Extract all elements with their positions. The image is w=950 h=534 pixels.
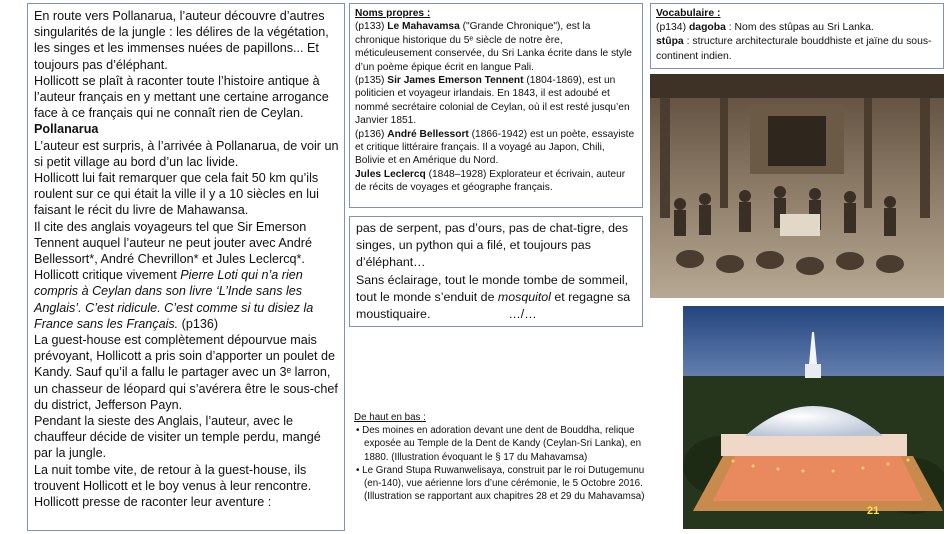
section-heading: Pollanarua (34, 122, 99, 137)
stupa-photo (683, 306, 944, 529)
proper-name-entry: (p133) Le Mahavamsa ("Grande Chronique"), est la chronique historique du 5ᵉ siècle de notre ère, méticuleusement conservée, du Sri Lanka écrite dans le style d’un poème épique écrit en langue Pali. (355, 21, 632, 73)
caption-title: De haut en bas : (354, 412, 426, 423)
image-caption (354, 411, 654, 503)
paragraph: Hollicott se plaît à raconter toute l’histoire antique à l’auteur français en y mettant une certaine arrogance face à ce français qui ne connaît rien de Ceylan. (34, 73, 329, 121)
proper-name-entry: Jules Leclercq (1848–1928) Explorateur et écrivain, auteur de récits de voyages et géographe français. (355, 168, 626, 194)
continuation-mark: …/… (508, 307, 537, 322)
paragraph: Pendant la sieste des Anglais, l’auteur, avec le chauffeur décide de visiter un temple perdu, mangé par la jungle. (34, 414, 321, 461)
vocabulary-entry: stûpa : structure architecturale bouddhiste et jaïne du sous-continent indien. (656, 36, 932, 62)
proper-names-title: Noms propres : (355, 8, 431, 19)
vocabulary-title: Vocabulaire : (656, 8, 721, 19)
paragraph: Hollicott presse de raconter leur aventure : (34, 495, 272, 510)
paragraph: La guest-house est complètement dépourvue mais prévoyant, Hollicott a pris soin d’apporter un poulet de Kandy. Sauf qu’il a fallu le partager avec un 3ᵉ larron, un chasseur de léopard qui s’avérera être le sous-chef du district, Jefferson Payn. (34, 333, 338, 412)
paragraph: Hollicott lui fait remarquer que cela fait 50 km qu’ils roulent sur ce qui était la ville il y a 10 siècles en lui faisant le récit du livre de Mahawansa. (34, 171, 319, 218)
narrative-text-box (27, 3, 345, 531)
excerpt-paragraph: Sans éclairage, tout le monde tombe de sommeil, tout le monde s’enduit de mosquitol et regagne sa moustiquaire. …/… (356, 272, 631, 322)
paragraph-quote: Hollicott critique vivement Pierre Loti qui n’a rien compris à Ceylan dans son livre ‘L’Inde sans les Anglais’. C’est ridicule. C’est comme si tu disiez la France sans les Français. (p136) (34, 268, 314, 331)
proper-name-entry: (p135) Sir James Emerson Tennent (1804-1869), est un politicien et voyageur irlandais. En 1843, il est adoubé et nommé secrétaire colonial de Ceylan, où il est resté jusqu’en Janvier 1851. (355, 75, 630, 127)
caption-item: • Le Grand Stupa Ruwanwelisaya, construit par le roi Dutugemunu (en-140), vue aérienne lors d’une cérémonie, le 5 Octobre 2016. (Illustration se rapportant aux chapitres 28 et 29 du Mahavamsa) (356, 464, 645, 503)
excerpt-paragraph: pas de serpent, pas d’ours, pas de chat-tigre, des singes, un python qui a filé, et toujours pas d’éléphant… (356, 221, 629, 270)
proper-name-entry: (p136) André Bellessort (1866-1942) est un poète, essayiste et critique littéraire français. Il a voyagé au Japon, Chili, Bolivie et en Amérique du Nord. (355, 128, 635, 167)
paragraph: L’auteur est surpris, à l’arrivée à Pollanarua, de voir un si petit village au bord d’un lac livide. (34, 138, 339, 169)
paragraph: Il cite des anglais voyageurs tel que Sir Emerson Tennent auquel l’auteur ne peut jouter avec André Bellessort*, André Chevrillon* et Jules Leclercq*. (34, 219, 312, 267)
caption-item: • Des moines en adoration devant une dent de Bouddha, relique exposée au Temple de la Dent de Kandy (Ceylan-Sri Lanka), en 1880. (Illustration évoquant le § 17 du Mahavamsa) (356, 425, 642, 463)
paragraph: La nuit tombe vite, de retour à la guest-house, ils trouvent Hollicott et le boy venus à leur rencontre. (34, 462, 312, 493)
slide-number: 21 (867, 505, 880, 517)
proper-names-box (349, 3, 643, 208)
excerpt-box (349, 216, 643, 327)
paragraph: En route vers Pollanarua, l’auteur découvre d’autres singularités de la jungle : les délires de la végétation, les singes et les immenses nuées de papillons... Et toujours pas d’éléphant. (34, 9, 329, 72)
vocabulary-entry: (p134) dagoba : Nom des stûpas au Sri Lanka. (656, 22, 874, 34)
monks-photo (650, 74, 944, 298)
vocabulary-box (650, 3, 944, 69)
